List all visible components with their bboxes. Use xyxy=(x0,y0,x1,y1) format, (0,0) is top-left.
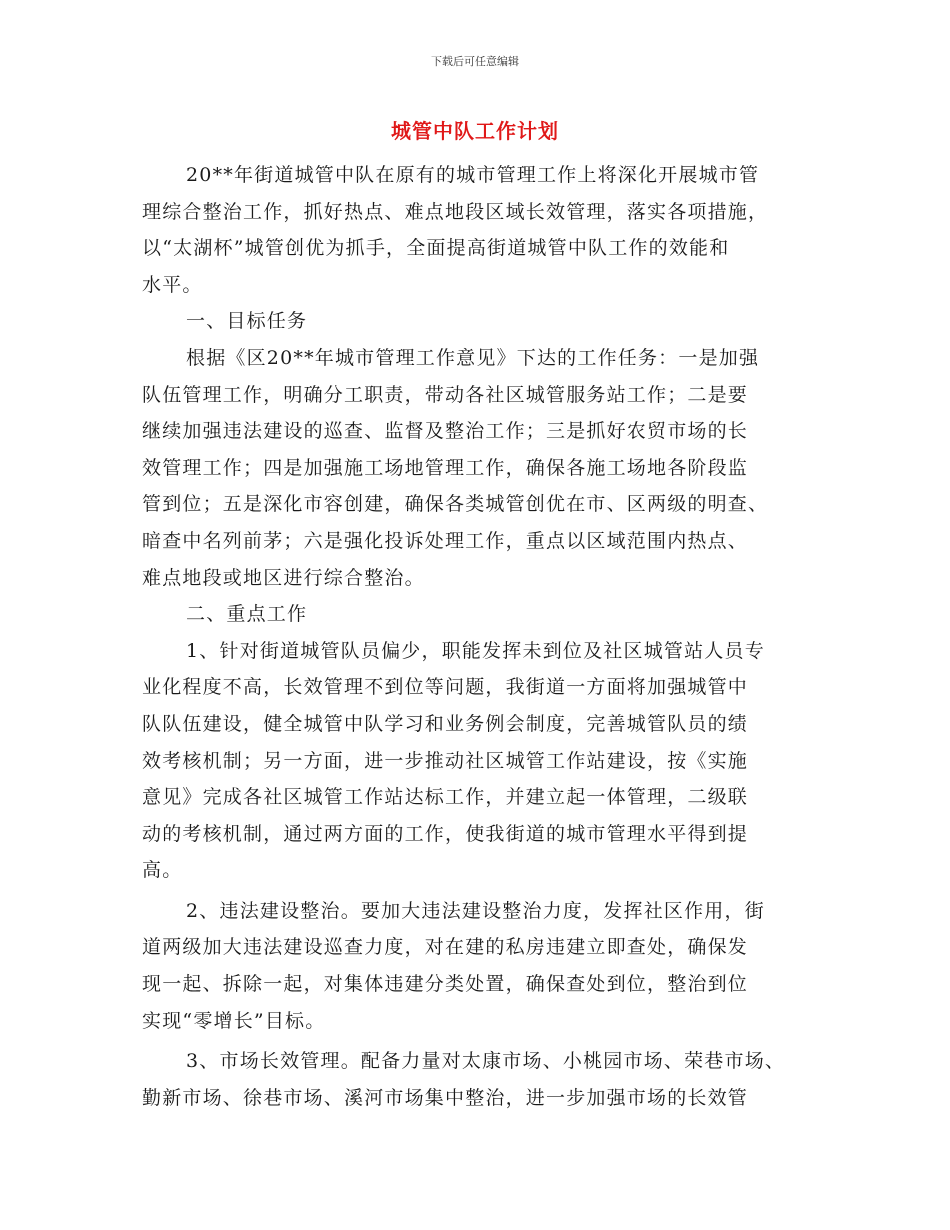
paragraph-line: 效管理工作；四是加强施工场地管理工作，确保各施工场地各阶段监 xyxy=(142,456,749,479)
header-note: 下载后可任意编辑 xyxy=(431,55,519,68)
section-heading: 二、重点工作 xyxy=(186,603,308,626)
paragraph-line: 根据《区20**年城市管理工作意见》下达的工作任务：一是加强 xyxy=(186,346,760,369)
paragraph-line: 难点地段或地区进行综合整治。 xyxy=(142,566,425,589)
paragraph-line: 20**年街道城管中队在原有的城市管理工作上将深化开展城市管 xyxy=(186,164,760,186)
paragraph-line: 实现“零增长”目标。 xyxy=(142,1009,326,1032)
paragraph-line: 意见》完成各社区城管工作站达标工作，并建立起一体管理，二级联 xyxy=(142,786,749,809)
document-body xyxy=(142,157,810,1116)
paragraph-line: 以“太湖杯”城管创优为抓手，全面提高街道城管中队工作的效能和 xyxy=(142,237,730,260)
paragraph-line: 动的考核机制，通过两方面的工作，使我街道的城市管理水平得到提 xyxy=(142,822,749,845)
paragraph-line: 继续加强违法建设的巡查、监督及整治工作；三是抓好农贸市场的长 xyxy=(142,420,749,443)
paragraph-line: 效考核机制；另一方面，进一步推动社区城管工作站建设，按《实施 xyxy=(142,749,749,772)
paragraph-line: 队伍管理工作，明确分工职责，带动各社区城管服务站工作；二是要 xyxy=(142,383,749,406)
paragraph-line: 业化程度不高，长效管理不到位等问题，我街道一方面将加强城管中 xyxy=(142,676,749,699)
section-heading: 一、目标任务 xyxy=(186,310,308,333)
document-title: 城管中队工作计划 xyxy=(391,119,559,143)
paragraph-line: 管到位；五是深化市容创建，确保各类城管创优在市、区两级的明查、 xyxy=(142,493,769,516)
paragraph-line: 理综合整治工作，抓好热点、难点地段区域长效管理，落实各项措施， xyxy=(142,200,769,223)
paragraph-line: 暗查中名列前茅；六是强化投诉处理工作，重点以区域范围内热点、 xyxy=(142,529,749,552)
paragraph-line: 现一起、拆除一起，对集体违建分类处置，确保查处到位，整治到位 xyxy=(142,973,749,996)
paragraph-line: 水平。 xyxy=(142,273,203,296)
paragraph-line: 高。 xyxy=(142,859,183,882)
paragraph-line: 3、市场长效管理。配备力量对太康市场、小桃园市场、荣巷市场、 xyxy=(186,1050,786,1073)
paragraph-line: 1、针对街道城管队员偏少，职能发挥未到位及社区城管站人员专 xyxy=(186,639,765,662)
paragraph-line: 队队伍建设，健全城管中队学习和业务例会制度，完善城管队员的绩 xyxy=(142,712,749,735)
paragraph-line: 2、违法建设整治。要加大违法建设整治力度，发挥社区作用，街 xyxy=(186,899,765,922)
paragraph-line: 道两级加大违法建设巡查力度，对在建的私房违建立即查处，确保发 xyxy=(142,936,749,959)
paragraph-line: 勤新市场、徐巷市场、溪河市场集中整治，进一步加强市场的长效管 xyxy=(142,1086,749,1109)
